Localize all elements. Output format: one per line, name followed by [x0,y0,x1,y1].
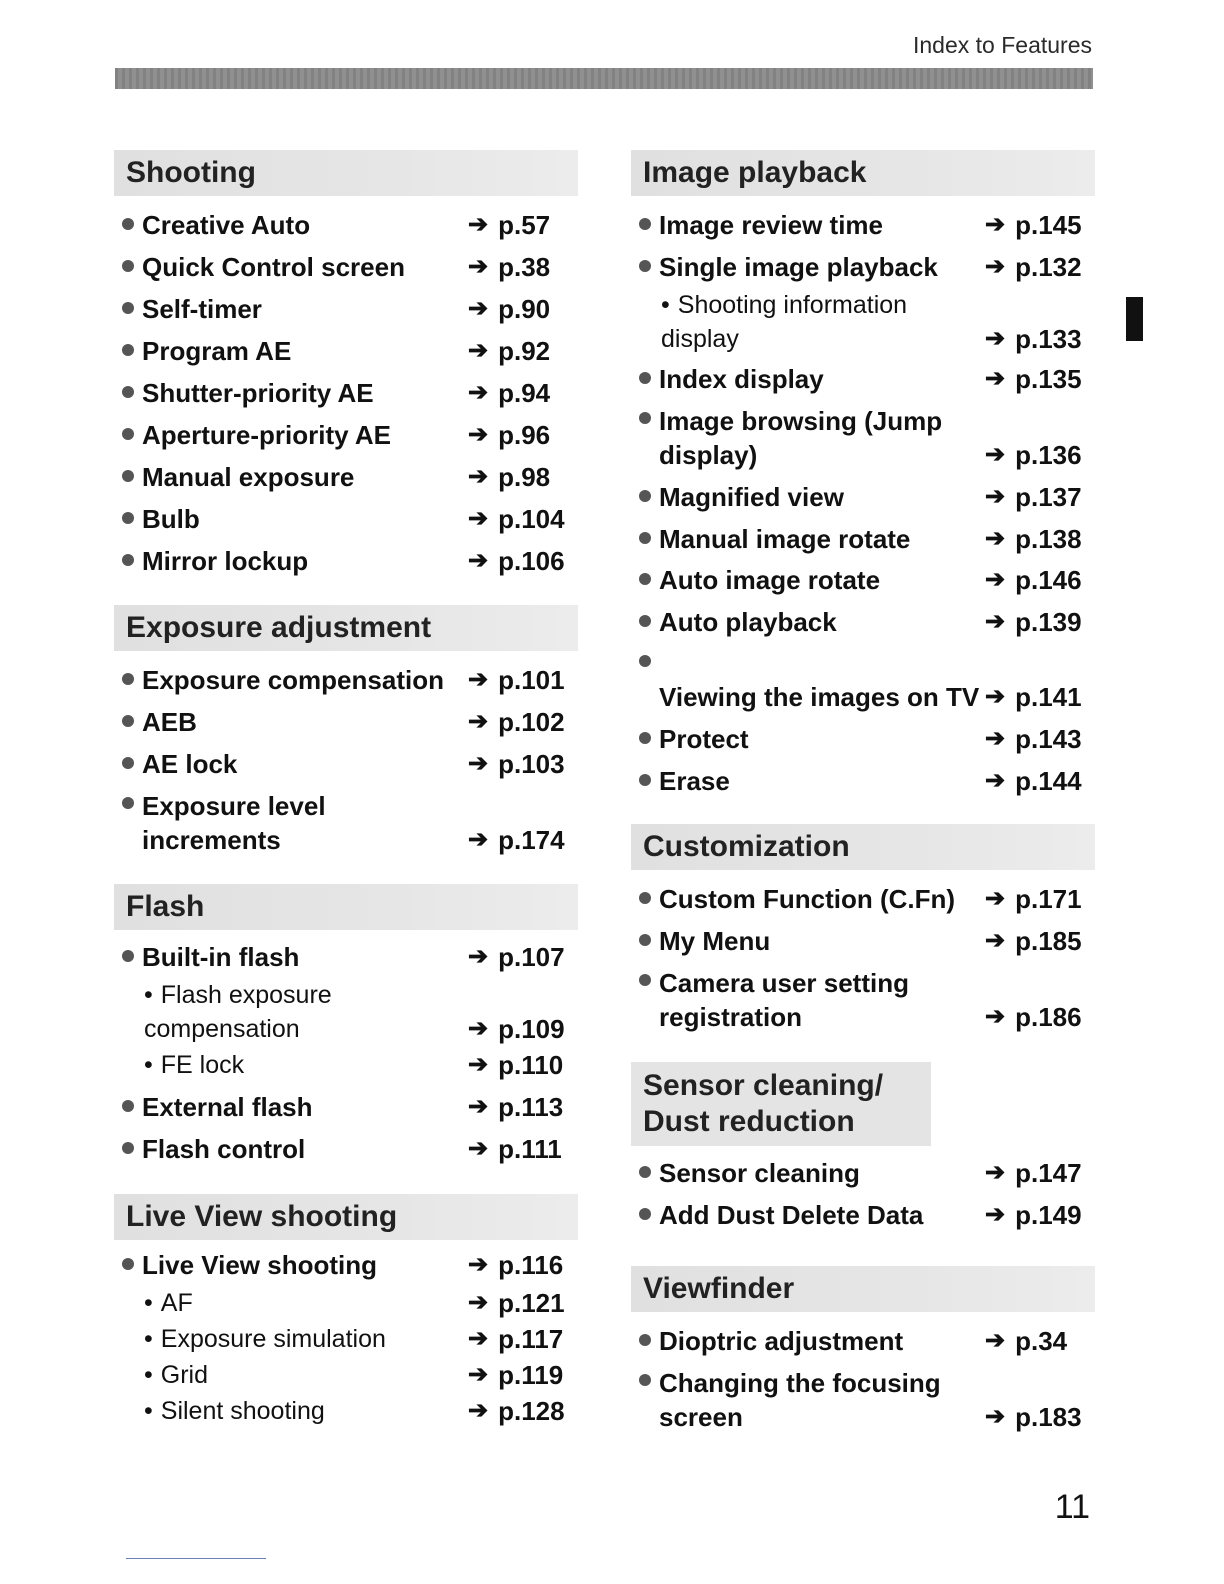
index-entry[interactable]: Manual image rotate ➔ p.138 [631,514,1095,556]
arrow-right-icon: ➔ [985,767,1006,794]
index-subentry[interactable]: • AF ➔ p.121 [114,1282,578,1320]
index-entry[interactable]: Flash control ➔ p.111 [114,1124,578,1166]
arrow-right-icon: ➔ [985,1201,1006,1228]
index-entry[interactable]: Image browsing (Jump display) ➔ p.136 [631,396,1095,472]
bullet-icon [639,372,651,384]
bullet-icon [122,428,134,440]
index-entry[interactable]: Index display ➔ p.135 [631,356,1095,396]
index-entry[interactable]: Built-in flash ➔ p.107 [114,934,578,974]
arrow-right-icon: ➔ [468,505,489,532]
bullet-icon [122,470,134,482]
right-column [631,150,1095,1434]
index-entry[interactable]: Changing the focusing screen ➔ p.183 [631,1358,1095,1434]
section-title: Live View shooting [114,1194,578,1240]
index-entry[interactable]: Erase ➔ p.144 [631,756,1095,798]
index-entry[interactable]: Magnified view ➔ p.137 [631,472,1095,514]
bullet-icon [122,302,134,314]
arrow-right-icon: ➔ [985,253,1006,280]
arrow-right-icon: ➔ [985,441,1006,468]
left-column [114,150,578,1428]
arrow-right-icon: ➔ [468,379,489,406]
arrow-right-icon: ➔ [468,1361,489,1388]
index-subentry[interactable]: • FE lock ➔ p.110 [114,1046,578,1082]
index-subentry[interactable]: • Silent shooting ➔ p.128 [114,1392,578,1428]
bullet-icon [639,412,651,424]
bullet-icon [122,1100,134,1112]
section-title: Flash [114,884,578,930]
index-entry[interactable]: Sensor cleaning ➔ p.147 [631,1150,1095,1190]
index-entry[interactable]: Auto image rotate ➔ p.146 [631,556,1095,597]
arrow-right-icon: ➔ [468,666,489,693]
index-entry[interactable]: Protect ➔ p.143 [631,714,1095,756]
index-entry[interactable]: Live View shooting ➔ p.116 [114,1242,578,1282]
index-entry[interactable]: Shutter-priority AE ➔ p.94 [114,368,578,410]
section-viewfinder [631,1266,1095,1434]
header-title: Index to Features [913,32,1092,58]
bullet-icon [639,218,651,230]
index-entry[interactable]: Add Dust Delete Data ➔ p.149 [631,1190,1095,1232]
bullet-icon [639,974,651,986]
section-shooting [114,150,578,605]
arrow-right-icon: ➔ [468,1015,489,1042]
bullet-icon [639,1334,651,1346]
bullet-icon [639,774,651,786]
arrow-right-icon: ➔ [985,1327,1006,1354]
page-number: 11 [1054,1488,1090,1526]
index-entry[interactable]: Program AE ➔ p.92 [114,326,578,368]
arrow-right-icon: ➔ [985,927,1006,954]
index-entry[interactable]: Dioptric adjustment ➔ p.34 [631,1316,1095,1358]
arrow-right-icon: ➔ [985,1003,1006,1030]
section-image-playback [631,150,1095,824]
arrow-right-icon: ➔ [468,1093,489,1120]
index-subentry[interactable]: • Flash exposure compensation ➔ p.109 [114,974,578,1046]
bullet-icon [122,1142,134,1154]
footer-line [126,1558,266,1559]
section-title: Image playback [631,150,1095,196]
index-entry[interactable]: Creative Auto ➔ p.57 [114,200,578,242]
arrow-right-icon: ➔ [985,483,1006,510]
section-customization [631,824,1095,1062]
arrow-right-icon: ➔ [468,421,489,448]
index-entry[interactable]: Exposure compensation ➔ p.101 [114,655,578,697]
index-entry[interactable]: Manual exposure ➔ p.98 [114,452,578,494]
bullet-icon [122,673,134,685]
index-entry[interactable]: External flash ➔ p.113 [114,1082,578,1124]
arrow-right-icon: ➔ [468,1289,489,1316]
bullet-icon [122,797,134,809]
arrow-right-icon: ➔ [468,463,489,490]
arrow-right-icon: ➔ [985,211,1006,238]
index-entry[interactable]: Custom Function (C.Fn) ➔ p.171 [631,874,1095,916]
arrow-right-icon: ➔ [985,525,1006,552]
section-exposure-adjustment [114,605,578,884]
arrow-right-icon: ➔ [985,325,1006,352]
section-title: Shooting [114,150,578,196]
bullet-icon [639,1374,651,1386]
index-entry[interactable]: Exposure level increments ➔ p.174 [114,781,578,857]
bullet-icon [639,1208,651,1220]
arrow-right-icon: ➔ [985,365,1006,392]
arrow-right-icon: ➔ [985,725,1006,752]
bullet-icon [122,344,134,356]
index-entry[interactable]: Mirror lockup ➔ p.106 [114,536,578,578]
bullet-icon [639,532,651,544]
section-title: Customization [631,824,1095,870]
arrow-right-icon: ➔ [468,547,489,574]
arrow-right-icon: ➔ [468,750,489,777]
section-title: Viewfinder [631,1266,1095,1312]
arrow-right-icon: ➔ [985,566,1006,593]
index-entry[interactable]: My Menu ➔ p.185 [631,916,1095,958]
index-entry[interactable]: AE lock ➔ p.103 [114,739,578,781]
arrow-right-icon: ➔ [468,826,489,853]
arrow-right-icon: ➔ [985,608,1006,635]
index-subentry[interactable]: • Shooting information display ➔ p.133 [631,284,1095,356]
bullet-icon [122,757,134,769]
bullet-icon [639,573,651,585]
index-entry[interactable]: Camera user setting registration ➔ p.186 [631,958,1095,1034]
arrow-right-icon: ➔ [468,1325,489,1352]
arrow-right-icon: ➔ [468,1397,489,1424]
bullet-icon [122,512,134,524]
arrow-right-icon: ➔ [468,1251,489,1278]
arrow-right-icon: ➔ [468,253,489,280]
index-entry[interactable]: Single image playback ➔ p.132 [631,242,1095,284]
bullet-icon [639,1166,651,1178]
arrow-right-icon: ➔ [468,943,489,970]
index-entry[interactable]: Self-timer ➔ p.90 [114,284,578,326]
index-entry[interactable]: AEB ➔ p.102 [114,697,578,739]
index-subentry[interactable]: • Exposure simulation ➔ p.117 [114,1320,578,1356]
arrow-right-icon: ➔ [468,211,489,238]
section-live-view-shooting [114,1194,578,1428]
bullet-icon [639,260,651,272]
arrow-right-icon: ➔ [985,683,1006,710]
bullet-icon [122,554,134,566]
bullet-icon [122,260,134,272]
bullet-icon [639,934,651,946]
bullet-icon [639,615,651,627]
bullet-icon [639,490,651,502]
side-marker [1126,297,1143,341]
index-entry[interactable]: Viewing the images on TV ➔ p.141 [631,639,1095,714]
bullet-icon [639,732,651,744]
bullet-icon [122,218,134,230]
arrow-right-icon: ➔ [468,1135,489,1162]
bullet-icon [639,892,651,904]
section-title: Sensor cleaning/ Dust reduction [631,1062,931,1146]
section-flash [114,884,578,1194]
arrow-right-icon: ➔ [468,1051,489,1078]
index-entry[interactable]: Bulb ➔ p.104 [114,494,578,536]
arrow-right-icon: ➔ [468,708,489,735]
bullet-icon [639,655,651,667]
arrow-right-icon: ➔ [985,1403,1006,1430]
bullet-icon [122,1258,134,1270]
section-title: Exposure adjustment [114,605,578,651]
index-entry[interactable]: Aperture-priority AE ➔ p.96 [114,410,578,452]
bullet-icon [122,386,134,398]
index-entry[interactable]: Auto playback ➔ p.139 [631,597,1095,639]
arrow-right-icon: ➔ [985,885,1006,912]
bullet-icon [122,715,134,727]
index-entry[interactable]: Quick Control screen ➔ p.38 [114,242,578,284]
section-sensor-cleaning [631,1062,1095,1266]
arrow-right-icon: ➔ [468,295,489,322]
index-subentry[interactable]: • Grid ➔ p.119 [114,1356,578,1392]
index-entry[interactable]: Image review time ➔ p.145 [631,200,1095,242]
arrow-right-icon: ➔ [468,337,489,364]
arrow-right-icon: ➔ [985,1159,1006,1186]
header-bar [115,68,1093,89]
bullet-icon [122,950,134,962]
